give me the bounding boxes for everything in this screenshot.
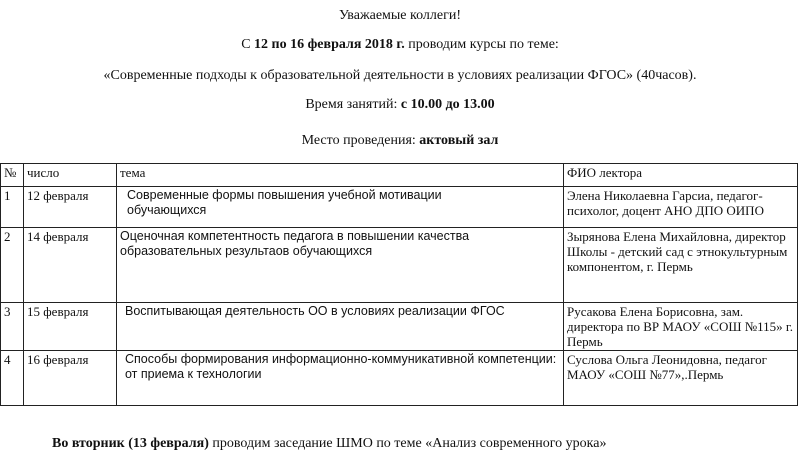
header-date: число (24, 164, 117, 187)
row-lecturer: Элена Николаевна Гарсиа, педагог-психолог, доцент АНО ДПО ОИПО (564, 187, 798, 228)
row-num: 3 (1, 303, 24, 351)
greeting: Уважаемые коллеги! (338, 8, 462, 23)
schedule-table (0, 163, 798, 406)
time-value: с 10.00 до 13.00 (400, 97, 495, 112)
footer-bold: Во вторник (13 февраля) (52, 436, 209, 451)
table-header-row (1, 164, 798, 187)
row-num: 1 (1, 187, 24, 228)
footer-rest: проводим заседание ШМО по теме «Анализ современного урока» (208, 436, 607, 451)
row-num: 4 (1, 351, 24, 406)
table-row (1, 228, 798, 303)
row-lecturer: Зырянова Елена Михайловна, директор Школы - детский сад с этнокультурным компонентом, г. Пермь (564, 228, 798, 303)
course-dates-line (0, 37, 800, 53)
header-num: № (1, 164, 24, 187)
header-topic: тема (117, 164, 564, 187)
place-label: Место проведения: (301, 133, 420, 148)
row-topic: Оценочная компетентность педагога в повышении качества образовательных результаов обучающихся (117, 228, 564, 303)
row-lecturer: Русакова Елена Борисовна, зам. директора по ВР МАОУ «СОШ №115» г. Пермь (564, 303, 798, 351)
row-date: 16 февраля (24, 351, 117, 406)
class-time-line (0, 97, 800, 113)
table-row (1, 303, 798, 351)
table-row (1, 187, 798, 228)
row-lecturer: Суслова Ольга Леонидовна, педагог МАОУ «СОШ №77»,.Пермь (564, 351, 798, 406)
row-topic: Современные формы повышения учебной мотивации обучающихся (117, 187, 564, 228)
place-value: актовый зал (419, 133, 499, 148)
row-num: 2 (1, 228, 24, 303)
row-topic: Способы формирования информационно-коммуникативной компетенции: от приема к технологии (117, 351, 564, 406)
row-topic: Воспитывающая деятельность ОО в условиях реализации ФГОС (117, 303, 564, 351)
header-lecturer: ФИО лектора (564, 164, 798, 187)
footer-note (52, 436, 606, 452)
row-date: 14 февраля (24, 228, 117, 303)
dates-suffix: проводим курсы по теме: (404, 37, 559, 52)
course-dates: 12 по 16 февраля 2018 г. (254, 37, 405, 52)
row-date: 12 февраля (24, 187, 117, 228)
time-label: Время занятий: (305, 97, 401, 112)
table-row (1, 351, 798, 406)
row-date: 15 февраля (24, 303, 117, 351)
venue-line (0, 133, 800, 149)
dates-prefix: С (241, 37, 255, 52)
course-title: «Современные подходы к образовательной деятельности в условиях реализации ФГОС» (40часов). (103, 68, 697, 83)
